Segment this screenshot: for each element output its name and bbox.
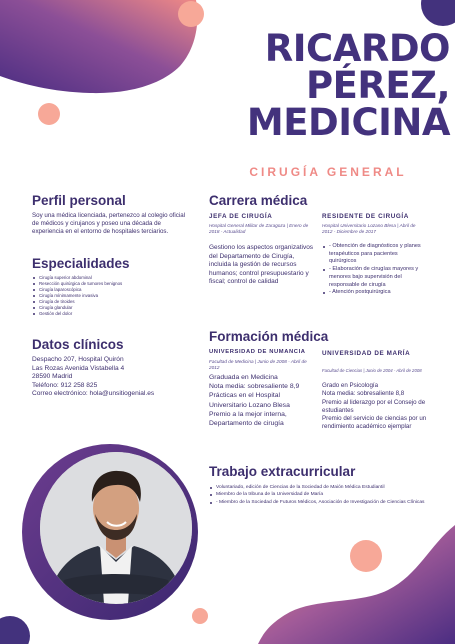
portrait-photo [40, 452, 192, 604]
list-item: Cirugía de tiroides [32, 299, 192, 305]
datos-block [32, 356, 202, 399]
job-role: RESIDENTE DE CIRUGÍA [322, 213, 409, 220]
job-duties-list [322, 243, 426, 297]
edu-line: Nota media: sobresaliente 8,9 [209, 383, 300, 391]
phone-text: Teléfono: 912 258 825 [32, 381, 98, 389]
name-line: PÉREZ, [305, 64, 450, 107]
school-name: UNIVERSIDAD DE MARÍA [322, 350, 411, 357]
school-meta: Facultad de Medicina | Junio de 2008 - Abril de 2012 [209, 359, 307, 370]
email-text: Correo electrónico: hola@unsitiogenial.es [32, 390, 155, 398]
edu-line: Premio al liderazgo por el Consejo de estudiantes [322, 398, 426, 414]
bottom-left-circle [0, 616, 30, 644]
edu-line: Grado en Psicología [322, 382, 379, 389]
person-icon [40, 452, 192, 604]
list-item: - Atención postquirúrgica [322, 289, 426, 297]
name-line: RICARDO [264, 27, 450, 70]
candidate-name [190, 27, 450, 144]
extracurricular-list [209, 484, 429, 506]
list-item: Cirugía mínimamente invasiva [32, 293, 192, 299]
edu-line: Premio a la mejor interna, Departamento de cirugía [209, 410, 287, 428]
list-item: Gestión del dolor [32, 311, 192, 317]
list-item: Cirugía laparoscópica [32, 287, 192, 293]
section-title-especialidades: Especialidades [32, 256, 130, 271]
coral-dot [192, 608, 208, 624]
name-line: MEDICINA [246, 101, 450, 144]
job-description: Gestiono los aspectos organizativos del Departamento de Cirugía, incluida la gestión de recursos humanos; control presupuestario y fiscal; control de calidad [209, 244, 314, 286]
edu-line: Premio del servicio de ciencias por un rendimiento académico ejemplar [322, 415, 427, 431]
coral-dot [38, 103, 60, 125]
job-role: JEFA DE CIRUGÍA [209, 213, 273, 220]
edu-line: Nota media: sobresaliente 8,8 [322, 390, 405, 398]
address-line: Las Rozas Avenida Vistabella 4 [32, 364, 125, 372]
edu-line: Graduada en Medicina [209, 374, 278, 381]
specialty-title: CIRUGÍA GENERAL [249, 165, 407, 179]
job-meta: Hospital Universitario Lozano Blesa | Abril de 2012 - Diciembre de 2017 [322, 223, 416, 234]
edu-line: Prácticas en el Hospital Universitario Lozano Blesa [209, 392, 290, 409]
list-item: - Elaboración de cirugías mayores y menores bajo supervisión del responsable de cirugía [322, 266, 426, 289]
section-title-extracurricular: Trabajo extracurricular [209, 464, 356, 479]
section-title-formacion: Formación médica [209, 329, 329, 344]
list-item: Resección quirúrgica de tumores benignos [32, 281, 192, 287]
bottom-right-blob [258, 525, 455, 644]
job-meta: Hospital General Militar de Zaragoza | Enero de 2018 - Actualidad [209, 223, 309, 234]
section-title-datos: Datos clínicos [32, 337, 124, 352]
list-item: - Miembro de la Sociedad de Futuros Médicos, Asociación de Investigación de Ciencias Clínicas [209, 499, 429, 506]
especialidades-list [32, 275, 192, 317]
list-item: Cirugía glandular [32, 305, 192, 311]
coral-dot [178, 1, 204, 27]
list-item: Voluntariado, edición de Ciencias de la Sociedad de Maión Médica Estudiantil [209, 484, 429, 491]
edu-details [322, 382, 428, 432]
address-line: 28590 Madrid [32, 373, 73, 381]
list-item: Miembro de la tribuna de la Universidad de María [209, 491, 429, 498]
coral-dot [350, 540, 382, 572]
list-item: Cirugía superior abdominal [32, 275, 192, 281]
section-title-perfil: Perfil personal [32, 193, 126, 208]
school-meta: Facultad de Ciencias | Junio de 2004 - Abril de 2008 [322, 368, 422, 373]
list-item: - Obtención de diagnósticos y planes terapéuticos para pacientes quirúrgicos [322, 243, 426, 266]
top-left-blob [0, 0, 197, 93]
section-title-carrera: Carrera médica [209, 193, 308, 208]
perfil-text: Soy una médica licenciada, pertenezco al colegio oficial de médicos y cirujanos y poseo una década de experiencia en el entorno de hospitales terciarios. [32, 212, 186, 236]
school-name: UNIVERSIDAD DE NUMANCIA [209, 349, 306, 355]
top-right-circle [421, 0, 455, 26]
edu-details [209, 373, 315, 428]
address-line: Despacho 207, Hospital Quirón [32, 356, 124, 363]
